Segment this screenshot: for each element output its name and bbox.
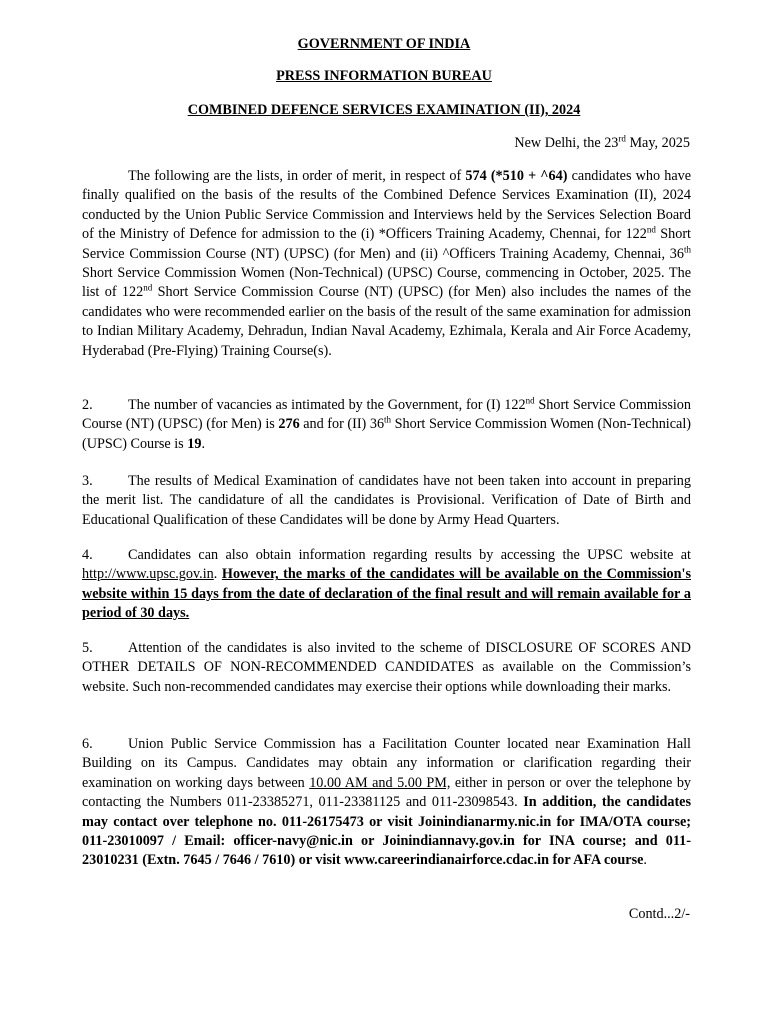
paragraph-1: The following are the lists, in order of merit, in respect of 574 (*510 + ^64) candidates who have finally qualified on the basis of the results of the Combined Defence Services Examination (II), 2024 conducted by the Union Public Service Commission and Interviews held by the Services Selection Board of the Ministry of Defence for admission to the (i) *Officers Training Academy, Chennai, for 122nd Short Service Commission Course (NT) (UPSC) (for Men) and (ii) ^Officers Training Academy, Chennai, 36th Short Service Commission Women (Non-Technical) (UPSC) Course, commencing in October, 2025. The list of 122nd Short Service Commission Course (NT) (UPSC) (for Men) also includes the names of the candidates who were recommended earlier on the basis of the result of the same examination for admission to Indian Military Academy, Dehradun, Indian Naval Academy, Ezhimala, Kerala and Air Force Academy, Hyderabad (Pre-Flying) Training Course(s).: [82, 168, 692, 359]
contact-details: In addition, the candidates may contact over telephone no. 011-26175473 or visit Joinindianarmy.nic.in for IMA/OTA course; 011-23010097 / Email: officer-navy@nic.in or Joinindiannavy.gov.in for INA course; and 011-23010231 (Extn. 7645 / 7646 / 7610) or visit www.careerindianairforce.cdac.in for AFA course: [82, 794, 691, 869]
vacancy-men: 276: [278, 416, 300, 433]
paragraph-6: 6. Union Public Service Commission has a Facilitation Counter located near Examination Hall Building on its Campus. Candidates may obtain any information or clarification regarding their examination on working days between 10.00 AM and 5.00 PM, either in person or over the telephone by contacting the Numbers 011-23385271, 011-23381125 and 011-23098543. In addition, the candidates may contact over telephone no. 011-26175473 or visit Joinindianarmy.nic.in for IMA/OTA course; 011-23010097 / Email: officer-navy@nic.in or Joinindiannavy.gov.in for INA course; and 011-23010231 (Extn. 7645 / 7646 / 7610) or visit www.careerindianairforce.cdac.in for AFA course.: [82, 736, 692, 869]
header-government: GOVERNMENT OF INDIA: [297, 36, 471, 52]
paragraph-number: 4.: [82, 547, 93, 563]
paragraph-number: 5.: [82, 640, 93, 656]
paragraph-2: 2. The number of vacancies as intimated by the Government, for (I) 122nd Short Service Commission Course (NT) (UPSC) (for Men) is 276 and for (II) 36th Short Service Commission Women (Non-Technical) (UPSC) Course is 19.: [82, 395, 691, 452]
paragraph-3: 3. The results of Medical Examination of candidates have not been taken into account in preparing the merit list. The candidature of all the candidates is Provisional. Verification of Date of Birth and Educational Qualification of these Candidates will be done by Army Head Quarters.: [82, 473, 691, 528]
upsc-website-link[interactable]: http://www.upsc.gov.in: [82, 566, 214, 583]
paragraph-4: 4. Candidates can also obtain information regarding results by accessing the UPSC website at http://www.upsc.gov.in. However, the marks of the candidates will be available on the Commission's website within 15 days from the date of declaration of the final result and will remain available for a period of 30 days.: [82, 547, 691, 622]
paragraph-number: 3.: [82, 473, 93, 489]
vacancy-women: 19: [187, 435, 202, 452]
paragraph-number: 6.: [82, 736, 93, 752]
continued-marker: Contd...2/-: [628, 906, 690, 922]
candidate-count: 574 (*510 + ^64): [465, 168, 568, 184]
paragraph-number: 2.: [82, 397, 93, 413]
marks-availability-notice: However, the marks of the candidates will be available on the Commission's website within 15 days from the date of declaration of the final result and will remain available for a period of 30 days.: [82, 566, 691, 622]
dateline: New Delhi, the 23rd May, 2025: [514, 133, 690, 151]
header-exam-title: COMBINED DEFENCE SERVICES EXAMINATION (II), 2024: [187, 102, 581, 118]
header-bureau: PRESS INFORMATION BUREAU: [276, 68, 492, 84]
paragraph-5: 5. Attention of the candidates is also invited to the scheme of DISCLOSURE OF SCORES AND OTHER DETAILS OF NON-RECOMMENDED CANDIDATES as available on the Commission’s website. Such non-recommended candidates may exercise their options while downloading their marks.: [82, 640, 691, 695]
working-hours: 10.00 AM and 5.00 PM,: [309, 774, 451, 791]
